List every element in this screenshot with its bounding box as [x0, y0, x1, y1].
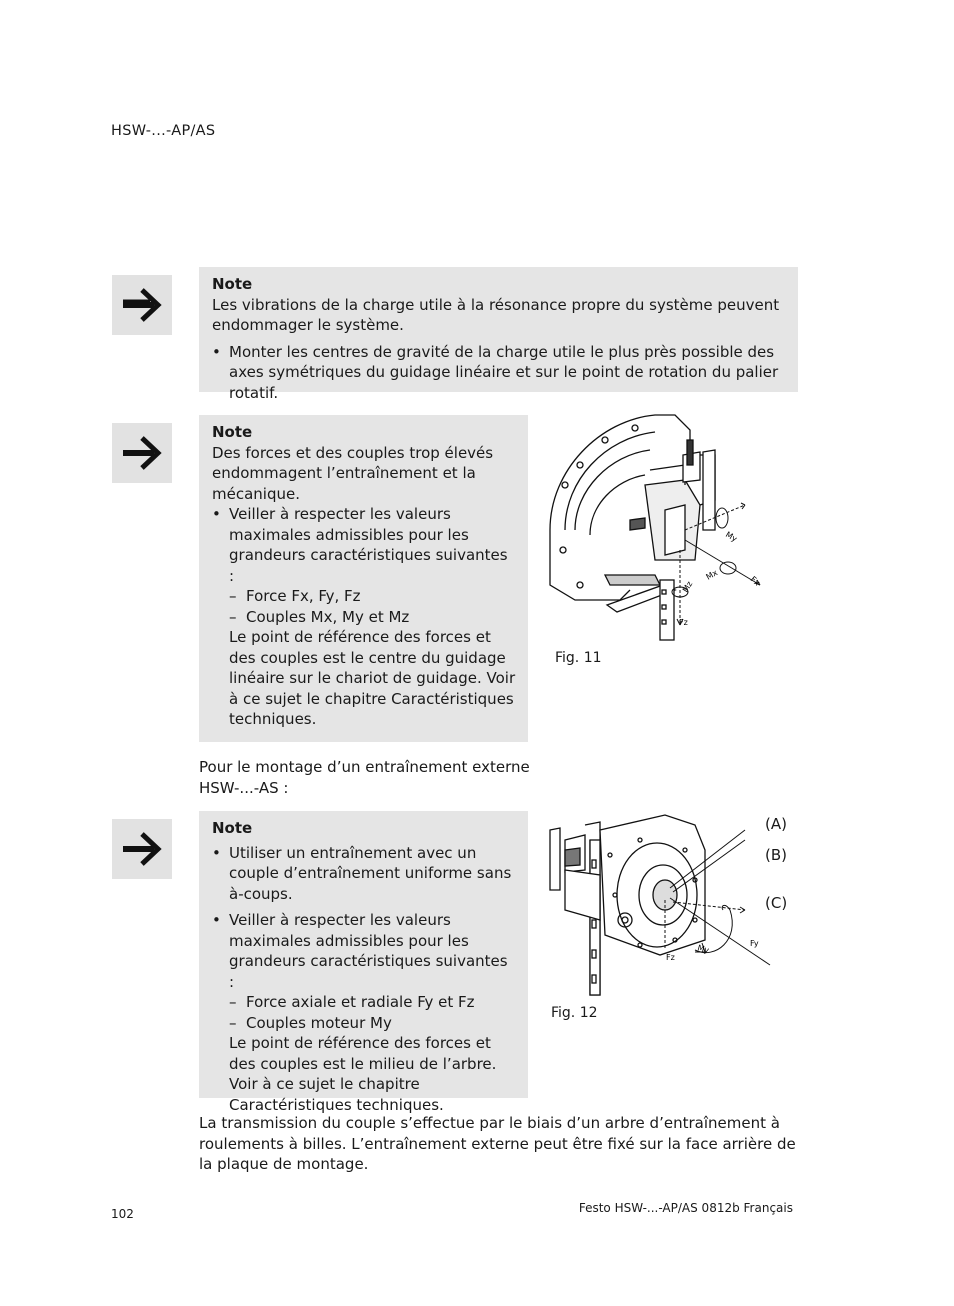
note-bullet: • Monter les centres de gravité de la charge utile le plus près possible des axes symétriques du guidage linéaire et sur le point de rotation du palier rotatif. — [212, 342, 786, 404]
label-fz: Fz — [666, 953, 675, 962]
note-box-external-drive — [199, 811, 528, 1114]
note-title: Note — [212, 275, 253, 293]
note-box-forces — [199, 415, 528, 742]
note-paragraph: Le point de référence des forces et des couples est le milieu de l’arbre. Voir à ce sujet le chapitre Caractéristiques techniques. — [229, 1034, 497, 1114]
arrow-right-icon — [112, 819, 172, 879]
note-paragraph: Le point de référence des forces et des couples est le centre du guidage linéaire sur le chariot de guidage. Voir à ce sujet le chapitre Caractéristiques techniques. — [229, 628, 516, 728]
running-header: HSW-...-AP/AS — [111, 123, 216, 139]
dash-item: – Force Fx, Fy, Fz — [229, 586, 516, 607]
rotary-module-drawing — [545, 410, 785, 645]
dash-item: – Force axiale et radiale Fy et Fz — [229, 992, 516, 1013]
label-fz: Fz — [679, 618, 688, 627]
note-title: Note — [212, 423, 253, 441]
page-number: 102 — [111, 1207, 134, 1221]
note-bullet: • Utiliser un entraînement avec un couple d’entraînement uniforme sans à-coups. — [212, 843, 516, 905]
label-mx: Mx — [704, 568, 720, 582]
figure-12 — [545, 810, 788, 1000]
label-fx: Fx — [748, 574, 762, 588]
note-box-resonance — [199, 267, 798, 402]
intro-external-drive: Pour le montage d’un entraînement externe HSW-...-AS : — [199, 758, 530, 797]
callout-b: (B) — [765, 846, 787, 864]
note-bullet: • Veiller à respecter les valeurs maximales admissibles pour les grandeurs caractéristiques suivantes : — [212, 910, 516, 992]
label-my: My — [696, 943, 711, 955]
callout-a: (A) — [765, 815, 787, 833]
figure-caption: Fig. 12 — [551, 1005, 598, 1021]
rotary-module-shaft-drawing — [545, 810, 788, 1000]
dash-item: – Couples Mx, My et Mz — [229, 607, 516, 628]
note-text: Les vibrations de la charge utile à la résonance propre du système peuvent endommager le système. — [212, 295, 780, 334]
note-title: Note — [212, 819, 253, 837]
label-mz: Mz — [680, 579, 695, 594]
label-my: My — [724, 529, 739, 544]
label-fy: Fy — [750, 939, 759, 948]
figure-11 — [545, 410, 785, 645]
arrow-right-icon — [112, 275, 172, 335]
arrow-right-icon — [112, 423, 172, 483]
callout-c: (C) — [765, 894, 788, 912]
closing-paragraph: La transmission du couple s’effectue par le biais d’un arbre d’entraînement à roulements à billes. L’entraînement externe peut être fixé sur la face arrière de la plaque de montage. — [199, 1114, 796, 1173]
footer-doc-info: Festo HSW-...-AP/AS 0812b Français — [578, 1201, 793, 1215]
figure-caption: Fig. 11 — [555, 650, 602, 666]
dash-item: – Couples moteur My — [229, 1013, 516, 1034]
note-text: Des forces et des couples trop élevés endommagent l’entraînement et la mécanique. — [212, 443, 494, 503]
note-bullet: • Veiller à respecter les valeurs maximales admissibles pour les grandeurs caractéristiques suivantes : — [212, 504, 516, 586]
